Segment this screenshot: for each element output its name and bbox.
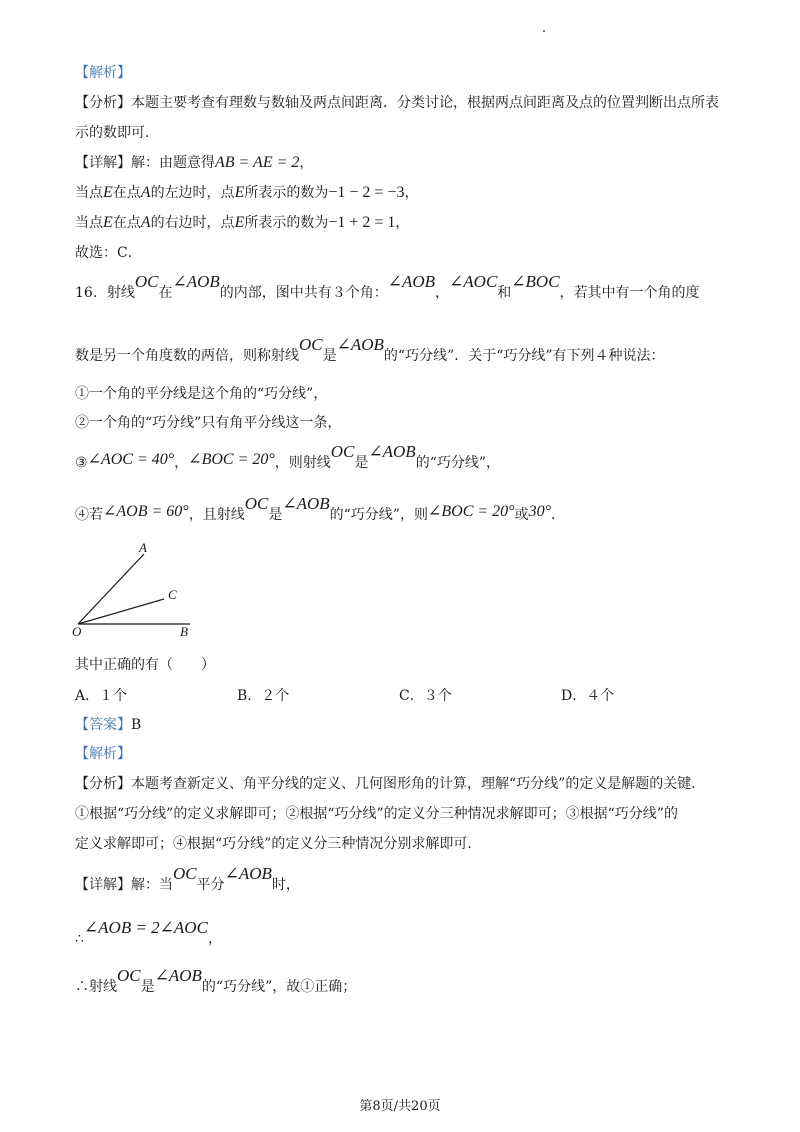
text: 在点 xyxy=(112,215,141,231)
answer-line xyxy=(75,715,141,735)
text: 的“巧分线”，则 xyxy=(329,507,428,523)
text: 是 xyxy=(322,348,337,364)
choice-c: C．３个 xyxy=(399,688,452,704)
punct: ， xyxy=(174,455,189,471)
analysis-tag: 【解析】 xyxy=(75,65,131,81)
point-e: E xyxy=(103,214,113,231)
text: ∴射线 xyxy=(75,979,117,995)
point-e: E xyxy=(103,184,113,201)
page-mark xyxy=(543,30,545,32)
angle-aob: ∠AOB xyxy=(224,864,272,883)
choice-b: B．２个 xyxy=(237,688,290,704)
equation: −1 + 2 = 1 xyxy=(328,214,396,231)
angle-aob: ∠AOB xyxy=(387,272,436,291)
equation: ∠AOC = 40° xyxy=(87,451,175,468)
xiangjie-tag: 【详解】 xyxy=(75,155,131,171)
text: 的左边时，点 xyxy=(150,185,235,201)
angle-figure xyxy=(70,540,210,650)
choice-a: A．１个 xyxy=(75,688,128,704)
punct: ， xyxy=(404,185,419,201)
text: 的“巧分线”．关于“巧分线”有下列４种说法： xyxy=(383,348,665,364)
ray-oc: OC xyxy=(117,966,141,985)
punct: ， xyxy=(207,931,222,947)
text: 当点 xyxy=(75,185,103,201)
answer-value: B xyxy=(131,717,142,733)
question-prompt: 其中正确的有（ ） xyxy=(75,657,215,673)
angle-aob: ∠AOB xyxy=(368,442,416,461)
text: 当点 xyxy=(75,215,103,231)
angle-aob: ∠AOB xyxy=(282,494,330,513)
question-number: 16．射线 xyxy=(75,285,135,301)
fenxi-text: 本题考查新定义、角平分线的定义、几何图形角的计算，理解“巧分线”的定义是解题的关键． xyxy=(131,776,706,792)
fenxi-line-2: ①根据“巧分线”的定义求解即可；②根据“巧分线”的定义分三种情况求解即可；③根据“巧分线”的 xyxy=(75,806,678,822)
text: 是 xyxy=(268,507,283,523)
xiangjie-tag: 【详解】 xyxy=(75,877,131,893)
answer-choose: 故选：C． xyxy=(75,245,142,261)
ray-oc xyxy=(78,599,164,624)
text: 数是另一个角度数的两倍，则称射线 xyxy=(75,348,299,364)
equation: −1 − 2 = −3 xyxy=(328,184,405,201)
choice-d: D．４个 xyxy=(561,688,615,704)
ray-oc: OC xyxy=(299,335,323,354)
text: ，则射线 xyxy=(274,455,331,471)
text: 的“巧分线”，故①正确； xyxy=(201,979,357,995)
punct: ， xyxy=(395,215,410,231)
ray-oc: OC xyxy=(244,494,269,513)
text: ，且射线 xyxy=(188,507,245,523)
point-a: A xyxy=(140,184,151,201)
therefore-line-2 xyxy=(75,966,357,997)
angle-aob: ∠AOB xyxy=(172,272,220,291)
punct: ， xyxy=(435,285,450,301)
text: 在点 xyxy=(112,185,141,201)
therefore-symbol: ∴ xyxy=(75,931,84,947)
fenxi-tag: 【分析】 xyxy=(75,95,131,111)
ray-oc: OC xyxy=(134,272,159,291)
point-e: E xyxy=(234,214,245,231)
text: 的“巧分线”， xyxy=(415,455,501,471)
text: 是 xyxy=(140,979,155,995)
label-c: C xyxy=(168,587,177,602)
text: ，若其中有一个角的度 xyxy=(559,285,700,301)
text: 或 xyxy=(514,507,529,523)
fenxi-line-3: 定义求解即可；④根据“巧分线”的定义分三种情况分别求解即可． xyxy=(75,836,482,852)
label-a: A xyxy=(139,540,147,555)
equation: ∠AOB = 2∠AOC xyxy=(83,918,208,937)
text: 平分 xyxy=(196,877,225,893)
analysis-tag: 【解析】 xyxy=(75,746,131,762)
text: 在 xyxy=(158,285,173,301)
angle-boc: ∠BOC xyxy=(511,272,560,291)
equation: ∠BOC = 20° xyxy=(188,451,275,468)
fenxi-text: 本题主要考查有理数与数轴及两点间距离．分类讨论，根据两点间距离及点的位置判断出点所表 xyxy=(131,95,719,111)
answer-tag: 【答案】 xyxy=(75,717,131,733)
equation: ∠BOC = 20° xyxy=(427,503,515,520)
text: 所表示的数为 xyxy=(244,215,329,231)
angle-aob: ∠AOB xyxy=(336,335,384,354)
angle-aoc: ∠AOC xyxy=(449,272,498,291)
fenxi-line-1 xyxy=(75,93,719,113)
label-b: B xyxy=(180,624,188,639)
q16-line-1 xyxy=(75,272,700,303)
text: 解：当 xyxy=(131,877,173,893)
text: 所表示的数为 xyxy=(244,185,329,201)
text: 的右边时，点 xyxy=(150,215,235,231)
xiangjie-line xyxy=(75,153,313,173)
text: 是 xyxy=(354,455,369,471)
equation: 30° xyxy=(528,503,551,520)
text: 和 xyxy=(497,285,512,301)
page-footer: 第8页/共20页 xyxy=(359,1099,441,1114)
text: 的内部，图中共有３个角： xyxy=(219,285,388,301)
text: 时， xyxy=(271,877,300,893)
fenxi-tag: 【分析】 xyxy=(75,776,131,792)
statement-2: ②一个角的“巧分线”只有角平分线这一条， xyxy=(75,415,342,431)
case-right-line xyxy=(75,213,409,233)
equation: ∠AOB = 60° xyxy=(103,503,189,520)
label-o: O xyxy=(72,624,82,639)
ray-oc: OC xyxy=(330,442,355,461)
statement-4 xyxy=(75,494,565,525)
fenxi-line-1 xyxy=(75,774,705,794)
point-a: A xyxy=(140,214,151,231)
xiangjie-line xyxy=(75,864,300,895)
q16-line-2 xyxy=(75,335,665,366)
xiangjie-text: 解：由题意得 xyxy=(131,155,215,171)
ray-oc: OC xyxy=(173,864,197,883)
point-e: E xyxy=(234,184,245,201)
case-left-line xyxy=(75,183,418,203)
fenxi-line-2: 示的数即可． xyxy=(75,125,159,141)
statement-3 xyxy=(75,442,501,473)
therefore-line-1 xyxy=(75,918,222,949)
punct: ， xyxy=(299,155,314,171)
statement-1: ①一个角的平分线是这个角的“巧分线”， xyxy=(75,386,328,402)
ray-oa xyxy=(78,554,144,624)
equation: AB = AE = 2 xyxy=(215,154,300,171)
text: ③ xyxy=(75,455,88,471)
angle-aob: ∠AOB xyxy=(154,966,202,985)
text: ④若 xyxy=(75,507,103,523)
punct: ． xyxy=(550,507,565,523)
